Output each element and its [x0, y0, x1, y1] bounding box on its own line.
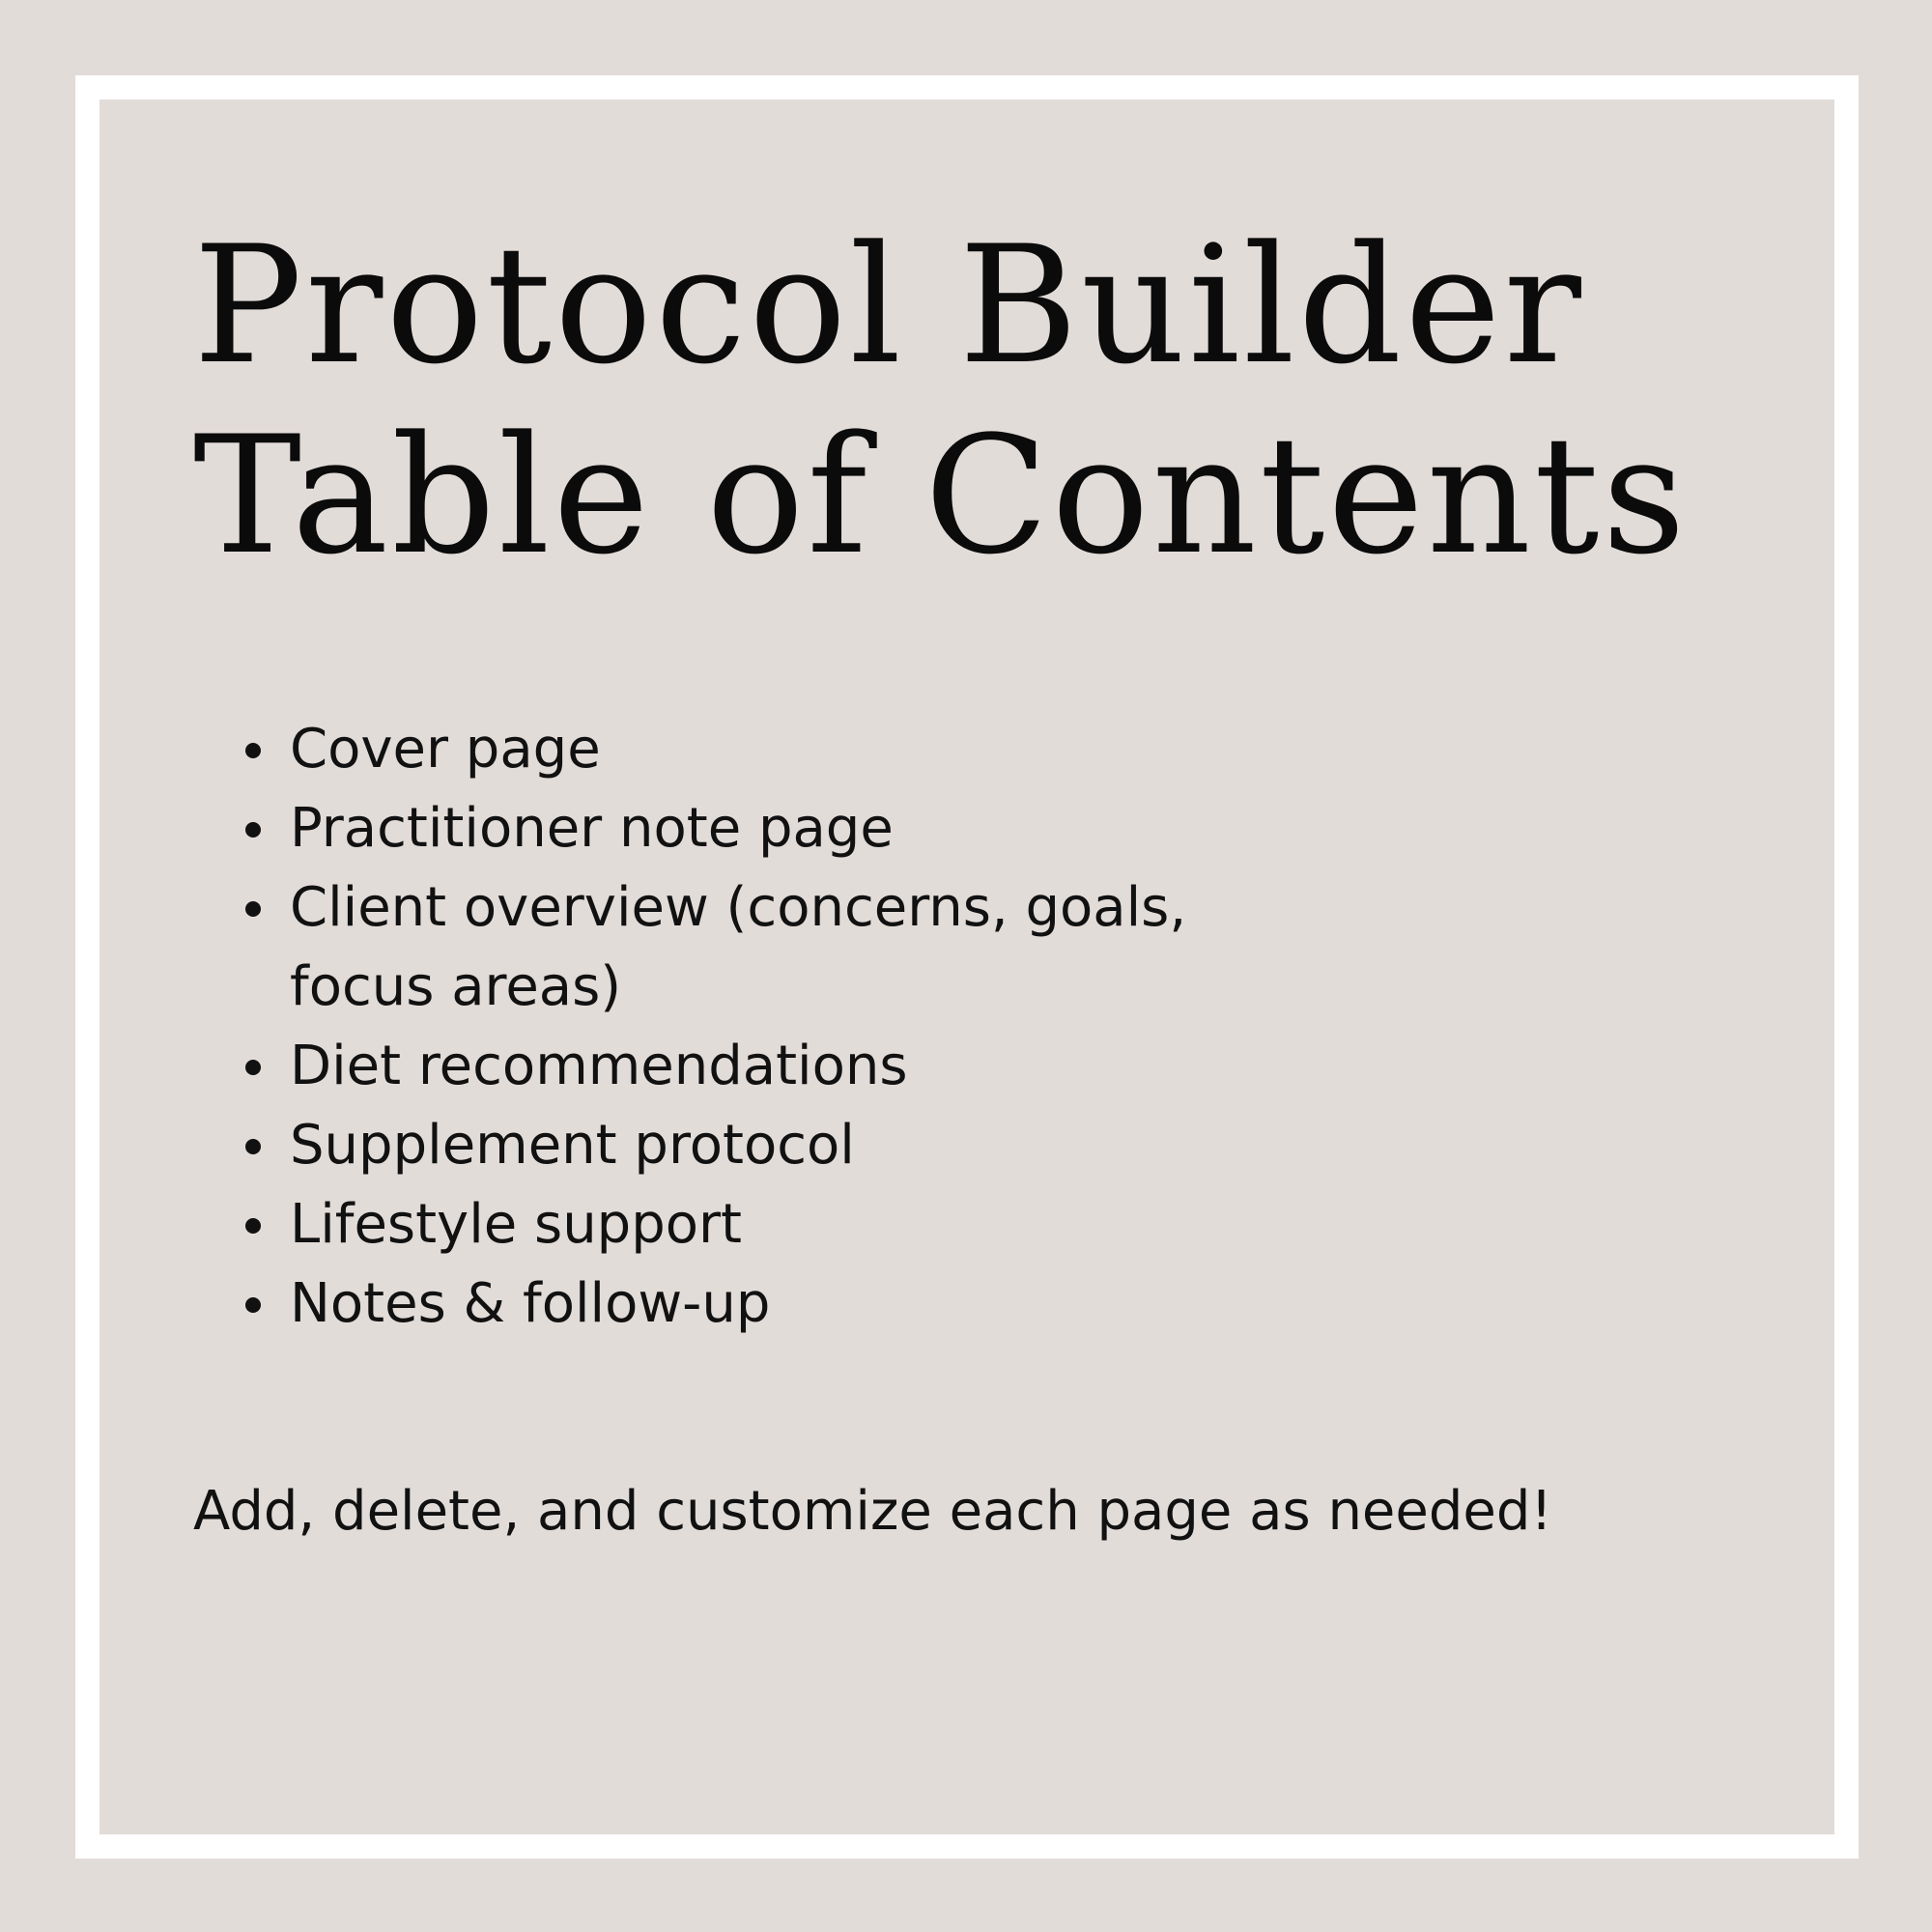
table-of-contents-list [290, 710, 1256, 1344]
title-line-2: Table of Contents [193, 401, 1689, 590]
toc-item-diet-recommendations: Diet recommendations [290, 1027, 1256, 1106]
toc-item-client-overview: Client overview (concerns, goals, focus areas) [290, 868, 1256, 1027]
page-title [193, 211, 1689, 591]
toc-item-notes-follow-up: Notes & follow-up [290, 1264, 1256, 1344]
title-line-1: Protocol Builder [193, 211, 1584, 400]
toc-item-lifestyle-support: Lifestyle support [290, 1185, 1256, 1264]
toc-item-practitioner-note: Practitioner note page [290, 789, 1256, 868]
toc-item-supplement-protocol: Supplement protocol [290, 1106, 1256, 1185]
toc-item-cover-page: Cover page [290, 710, 1256, 789]
footer-note: Add, delete, and customize each page as needed! [193, 1480, 1552, 1543]
